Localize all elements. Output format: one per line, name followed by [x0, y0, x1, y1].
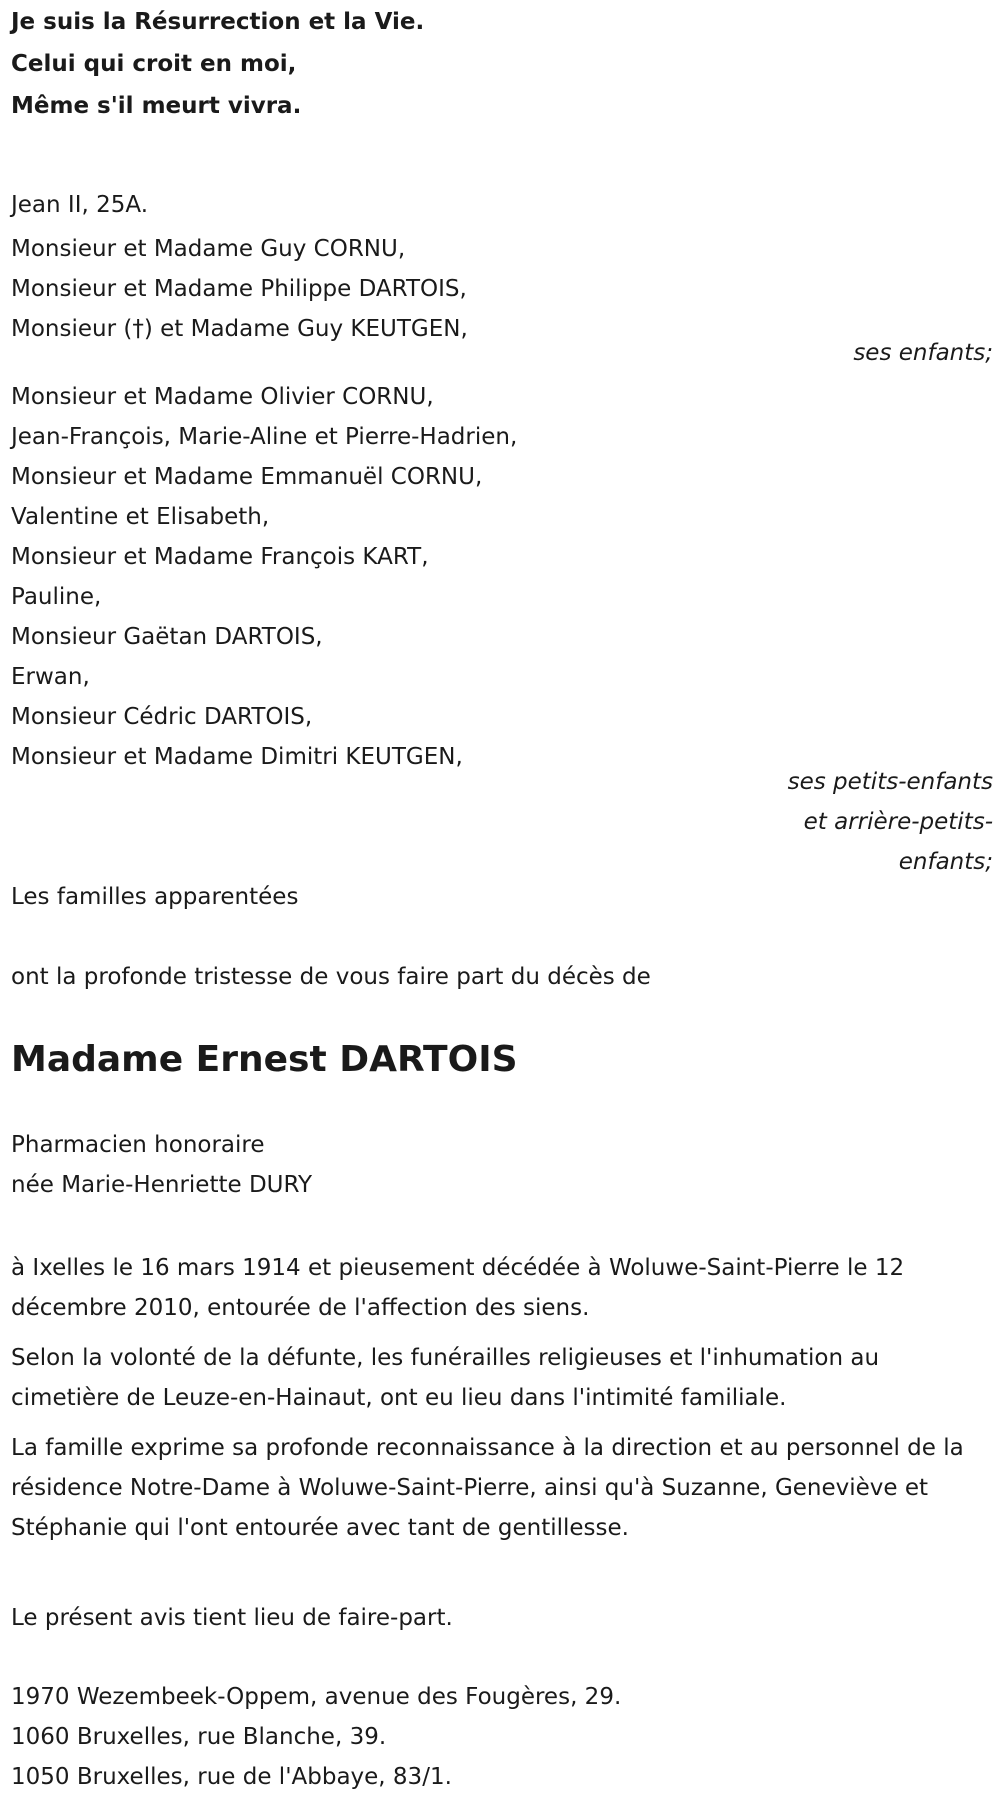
- paragraph-notice: Le présent avis tient lieu de faire-part.: [11, 1605, 453, 1631]
- list-item: Jean-François, Marie-Aline et Pierre-Hadrien,: [11, 424, 518, 450]
- address-line: 1050 Bruxelles, rue de l'Abbaye, 83/1.: [11, 1764, 452, 1790]
- verse-reference: Jean II, 25A.: [11, 192, 149, 218]
- list-item: Monsieur et Madame François KART,: [11, 544, 429, 570]
- announcement: ont la profonde tristesse de vous faire part du décès de: [11, 964, 651, 990]
- list-item: Monsieur et Madame Dimitri KEUTGEN,: [11, 744, 463, 770]
- paragraph-funeral: Selon la volonté de la défunte, les funérailles religieuses et l'inhumation au cimetière de Leuze-en-Hainaut, ont eu lieu dans l'intimité familiale.: [11, 1345, 880, 1411]
- paragraph-thanks: La famille exprime sa profonde reconnaissance à la direction et au personnel de la résidence Notre-Dame à Woluwe-Saint-Pierre, ainsi qu'à Suzanne, Geneviève et Stéphanie qui l'ont entourée avec tant de gentillesse.: [11, 1435, 964, 1541]
- list-item: Monsieur et Madame Olivier CORNU,: [11, 384, 434, 410]
- list-item: Monsieur (†) et Madame Guy KEUTGEN,: [11, 316, 468, 342]
- list-item: Pauline,: [11, 584, 102, 610]
- list-item: Monsieur et Madame Philippe DARTOIS,: [11, 276, 467, 302]
- verse-line-2: Celui qui croit en moi,: [11, 51, 297, 77]
- deceased-name: Madame Ernest DARTOIS: [11, 1039, 518, 1080]
- related-families: Les familles apparentées: [11, 884, 299, 910]
- list-item: Monsieur Gaëtan DARTOIS,: [11, 624, 323, 650]
- list-item: Erwan,: [11, 664, 90, 690]
- address-line: 1970 Wezembeek-Oppem, avenue des Fougères, 29.: [11, 1684, 622, 1710]
- list-item: Monsieur et Madame Guy CORNU,: [11, 236, 406, 262]
- children-label: ses enfants;: [853, 340, 993, 366]
- address-line: 1060 Bruxelles, rue Blanche, 39.: [11, 1724, 387, 1750]
- grandchildren-label-line-1: ses petits-enfants: [787, 769, 993, 795]
- grandchildren-label-line-2: et arrière-petits-: [803, 809, 993, 835]
- title-line: Pharmacien honoraire: [11, 1132, 265, 1158]
- verse-line-3: Même s'il meurt vivra.: [11, 93, 302, 119]
- born-name: née Marie-Henriette DURY: [11, 1172, 313, 1198]
- list-item: Monsieur Cédric DARTOIS,: [11, 704, 313, 730]
- grandchildren-label-line-3: enfants;: [898, 849, 993, 875]
- list-item: Valentine et Elisabeth,: [11, 504, 270, 530]
- verse-line-1: Je suis la Résurrection et la Vie.: [11, 9, 425, 35]
- list-item: Monsieur et Madame Emmanuël CORNU,: [11, 464, 483, 490]
- grandchildren-label: [13, 762, 993, 882]
- paragraph-birth-death: à Ixelles le 16 mars 1914 et pieusement décédée à Woluwe-Saint-Pierre le 12 décembre 2010, entourée de l'affection des siens.: [11, 1255, 905, 1321]
